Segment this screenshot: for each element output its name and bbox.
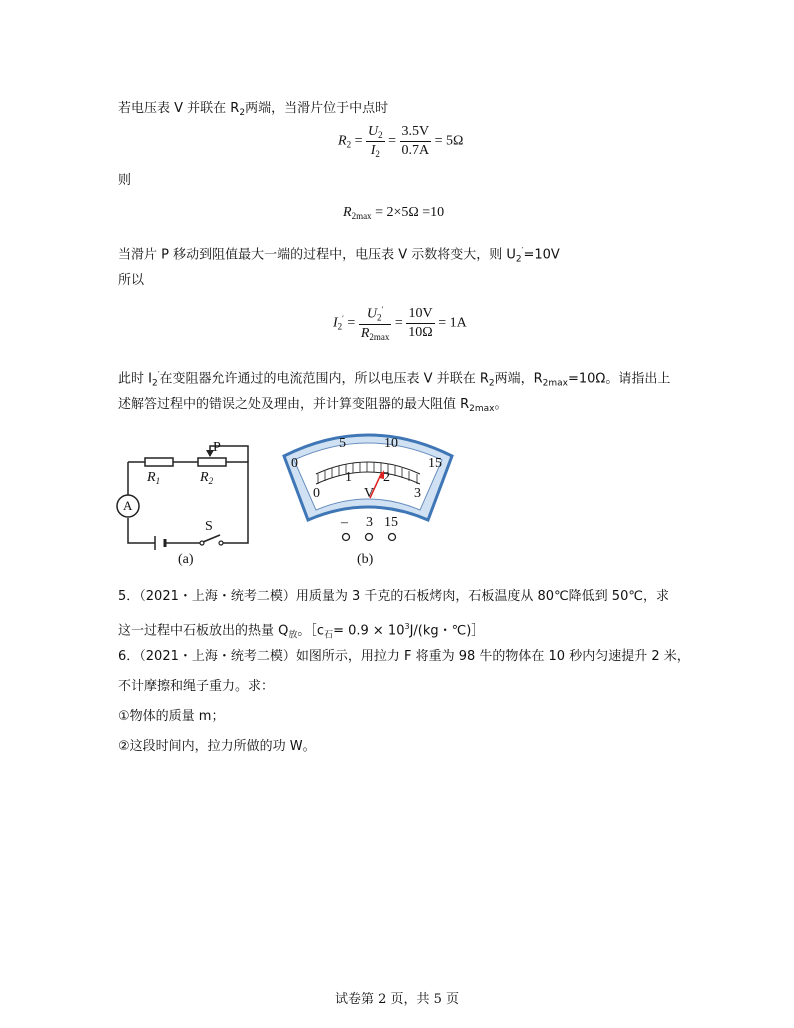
formula-r2: $R_2$ = $\frac{U_2}{I_2}$ = $\frac{3.5V}{0.7A}$ = 5Ω xyxy=(338,124,464,159)
para2-tail: =10V xyxy=(523,247,560,263)
terminal-15-icon xyxy=(389,534,396,541)
para3-b: 在变阻器允许通过的电流范围内，所以电压表 V 并联在 R xyxy=(159,371,489,387)
terminal-neg-icon xyxy=(343,534,350,541)
para3-line2-text: 述解答过程中的错误之处及理由，并计算变阻器的最大阻值 R xyxy=(118,397,470,412)
intro-line xyxy=(118,100,388,122)
label-r2-sub: 2 xyxy=(208,476,214,486)
q5-line2b: 。［c xyxy=(297,623,325,639)
para3-c-sub: 2max xyxy=(542,378,568,389)
formula-r2max xyxy=(343,205,444,221)
label-r1 xyxy=(147,470,160,486)
label-switch: S xyxy=(205,519,213,534)
ze-text: 则 xyxy=(118,173,132,188)
f2-rhs: = 2×5Ω =10 xyxy=(375,205,445,220)
para3-line2 xyxy=(118,396,508,418)
para2-sup: ′ xyxy=(521,246,524,255)
intro-text: 若电压表 V 并联在 R xyxy=(118,101,240,116)
f3-lhs-sub: 2 xyxy=(337,321,343,332)
f3-num2: 10V xyxy=(406,306,434,324)
q5-line2 xyxy=(118,618,484,644)
resistor-r1 xyxy=(145,458,173,466)
f1-num: U xyxy=(367,124,379,139)
para3-line2-sub: 2max xyxy=(469,404,495,414)
label-r2 xyxy=(200,470,213,486)
para3-b-sub: 2 xyxy=(488,378,495,389)
para2 xyxy=(118,242,560,268)
f1-frac1 xyxy=(366,124,385,159)
intro-sub: 2 xyxy=(239,108,246,118)
terminal-3-label: 3 xyxy=(366,515,373,530)
label-r1-sub: 1 xyxy=(155,476,161,486)
q6-line1: 6．（2021・上海・统考二模）如图所示，用拉力 F 将重为 98 牛的物体在 10 秒内匀速提升 2 米， xyxy=(118,649,690,664)
label-r1-text: R xyxy=(147,470,156,485)
label-p xyxy=(213,440,221,456)
terminal-3-icon xyxy=(366,534,373,541)
para3-line2-tail: 。 xyxy=(494,397,508,412)
suoyi-text: 所以 xyxy=(118,273,145,288)
scale-top-10: 10 xyxy=(384,436,398,451)
q5-sup: 3 xyxy=(404,622,410,631)
scale-bottom-3: 3 xyxy=(414,486,421,501)
f3-frac1: $\frac{U_2'}{R_{2max}}$ xyxy=(360,305,390,342)
para2-sub: 2 xyxy=(515,254,522,265)
q5-sub1: 放 xyxy=(288,630,298,641)
f3-den2: 10Ω xyxy=(408,324,433,340)
figure-a-label: (a) xyxy=(178,552,194,567)
q6-item1: ①物体的质量 m； xyxy=(118,709,225,724)
f3-frac2 xyxy=(406,306,434,341)
f2-lhs: R xyxy=(343,205,352,220)
f1-result: = 5Ω xyxy=(434,133,464,149)
para3-line1: 此时 $I_2'$在变阻器允许通过的电流范围内，所以电压表 V 并联在 $R_2$两端，$R_{2max}=10\Omega$。请指出上 xyxy=(118,370,671,389)
f1-den2: 0.7A xyxy=(401,143,430,158)
label-p-text: P xyxy=(213,440,221,455)
f3-num: U xyxy=(366,306,378,322)
f1-den-sub: 2 xyxy=(375,149,380,159)
para3-a: 此时 I xyxy=(118,371,152,387)
q5-line2a: 这一过程中石板放出的热量 Q xyxy=(118,623,289,639)
formula-i2: $I_2'$ = $\frac{U_2'}{R_{2max}}$ = $\frac{10V}{10\Omega}$ = 1A xyxy=(333,305,467,342)
f3-num-sub: 2 xyxy=(377,312,382,323)
para3-c: 两端，R xyxy=(494,371,543,387)
para2-text: 当滑片 P 移动到阻值最大一端的过程中，电压表 V 示数将变大，则 U xyxy=(118,247,516,263)
f3-result: = 1A xyxy=(438,315,467,331)
q5-line2c: = 0.9 × 10 xyxy=(333,623,405,639)
f2-lhs-sub: 2max xyxy=(351,211,372,221)
scale-bottom-2: 2 xyxy=(383,470,390,485)
f1-frac2 xyxy=(400,124,432,159)
f3-den-sub: 2max xyxy=(369,331,390,342)
dial-unit: V xyxy=(364,486,375,501)
f3-lhs: I xyxy=(333,315,338,331)
intro-tail: 两端，当滑片位于中点时 xyxy=(245,101,389,116)
scale-top-15: 15 xyxy=(428,456,442,471)
voltmeter-dial xyxy=(278,428,458,528)
scale-bottom-1: 1 xyxy=(345,470,352,485)
figure-b-label: (b) xyxy=(357,552,374,567)
label-r2-text: R xyxy=(200,470,209,485)
terminal-neg-label: – xyxy=(341,515,348,530)
para3-a-sub: 2 xyxy=(151,378,158,389)
f3-den: R xyxy=(360,325,370,341)
q6-line2: 不计摩擦和绳子重力。求： xyxy=(118,679,275,694)
page-footer: 试卷第 2 页，共 5 页 xyxy=(334,992,460,1007)
terminal-15-label: 15 xyxy=(384,515,398,530)
q6-item2: ②这段时间内，拉力所做的功 W。 xyxy=(118,739,316,754)
scale-top-5: 5 xyxy=(339,436,346,451)
circuit-diagram xyxy=(110,440,260,570)
f1-lhs: R xyxy=(338,133,347,149)
rheostat-r2 xyxy=(198,458,226,466)
f1-lhs-sub: 2 xyxy=(346,139,352,150)
f1-num2: 3.5V xyxy=(400,124,432,142)
label-ammeter: A xyxy=(123,498,133,513)
f1-num-sub: 2 xyxy=(378,130,383,140)
f1-den: I xyxy=(370,143,376,158)
terminal-posts xyxy=(335,530,405,544)
q5-line2d: J/(kg・℃)］ xyxy=(409,623,485,639)
scale-bottom-0: 0 xyxy=(313,486,320,501)
q5-sub2: 石 xyxy=(324,630,334,641)
q5-line1: 5．（2021・上海・统考二模）用质量为 3 千克的石板烤肉，石板温度从 80℃降低到 50℃，求 xyxy=(118,589,669,604)
para3-d: =10Ω。请指出上 xyxy=(567,371,671,387)
scale-top-0: 0 xyxy=(291,456,298,471)
